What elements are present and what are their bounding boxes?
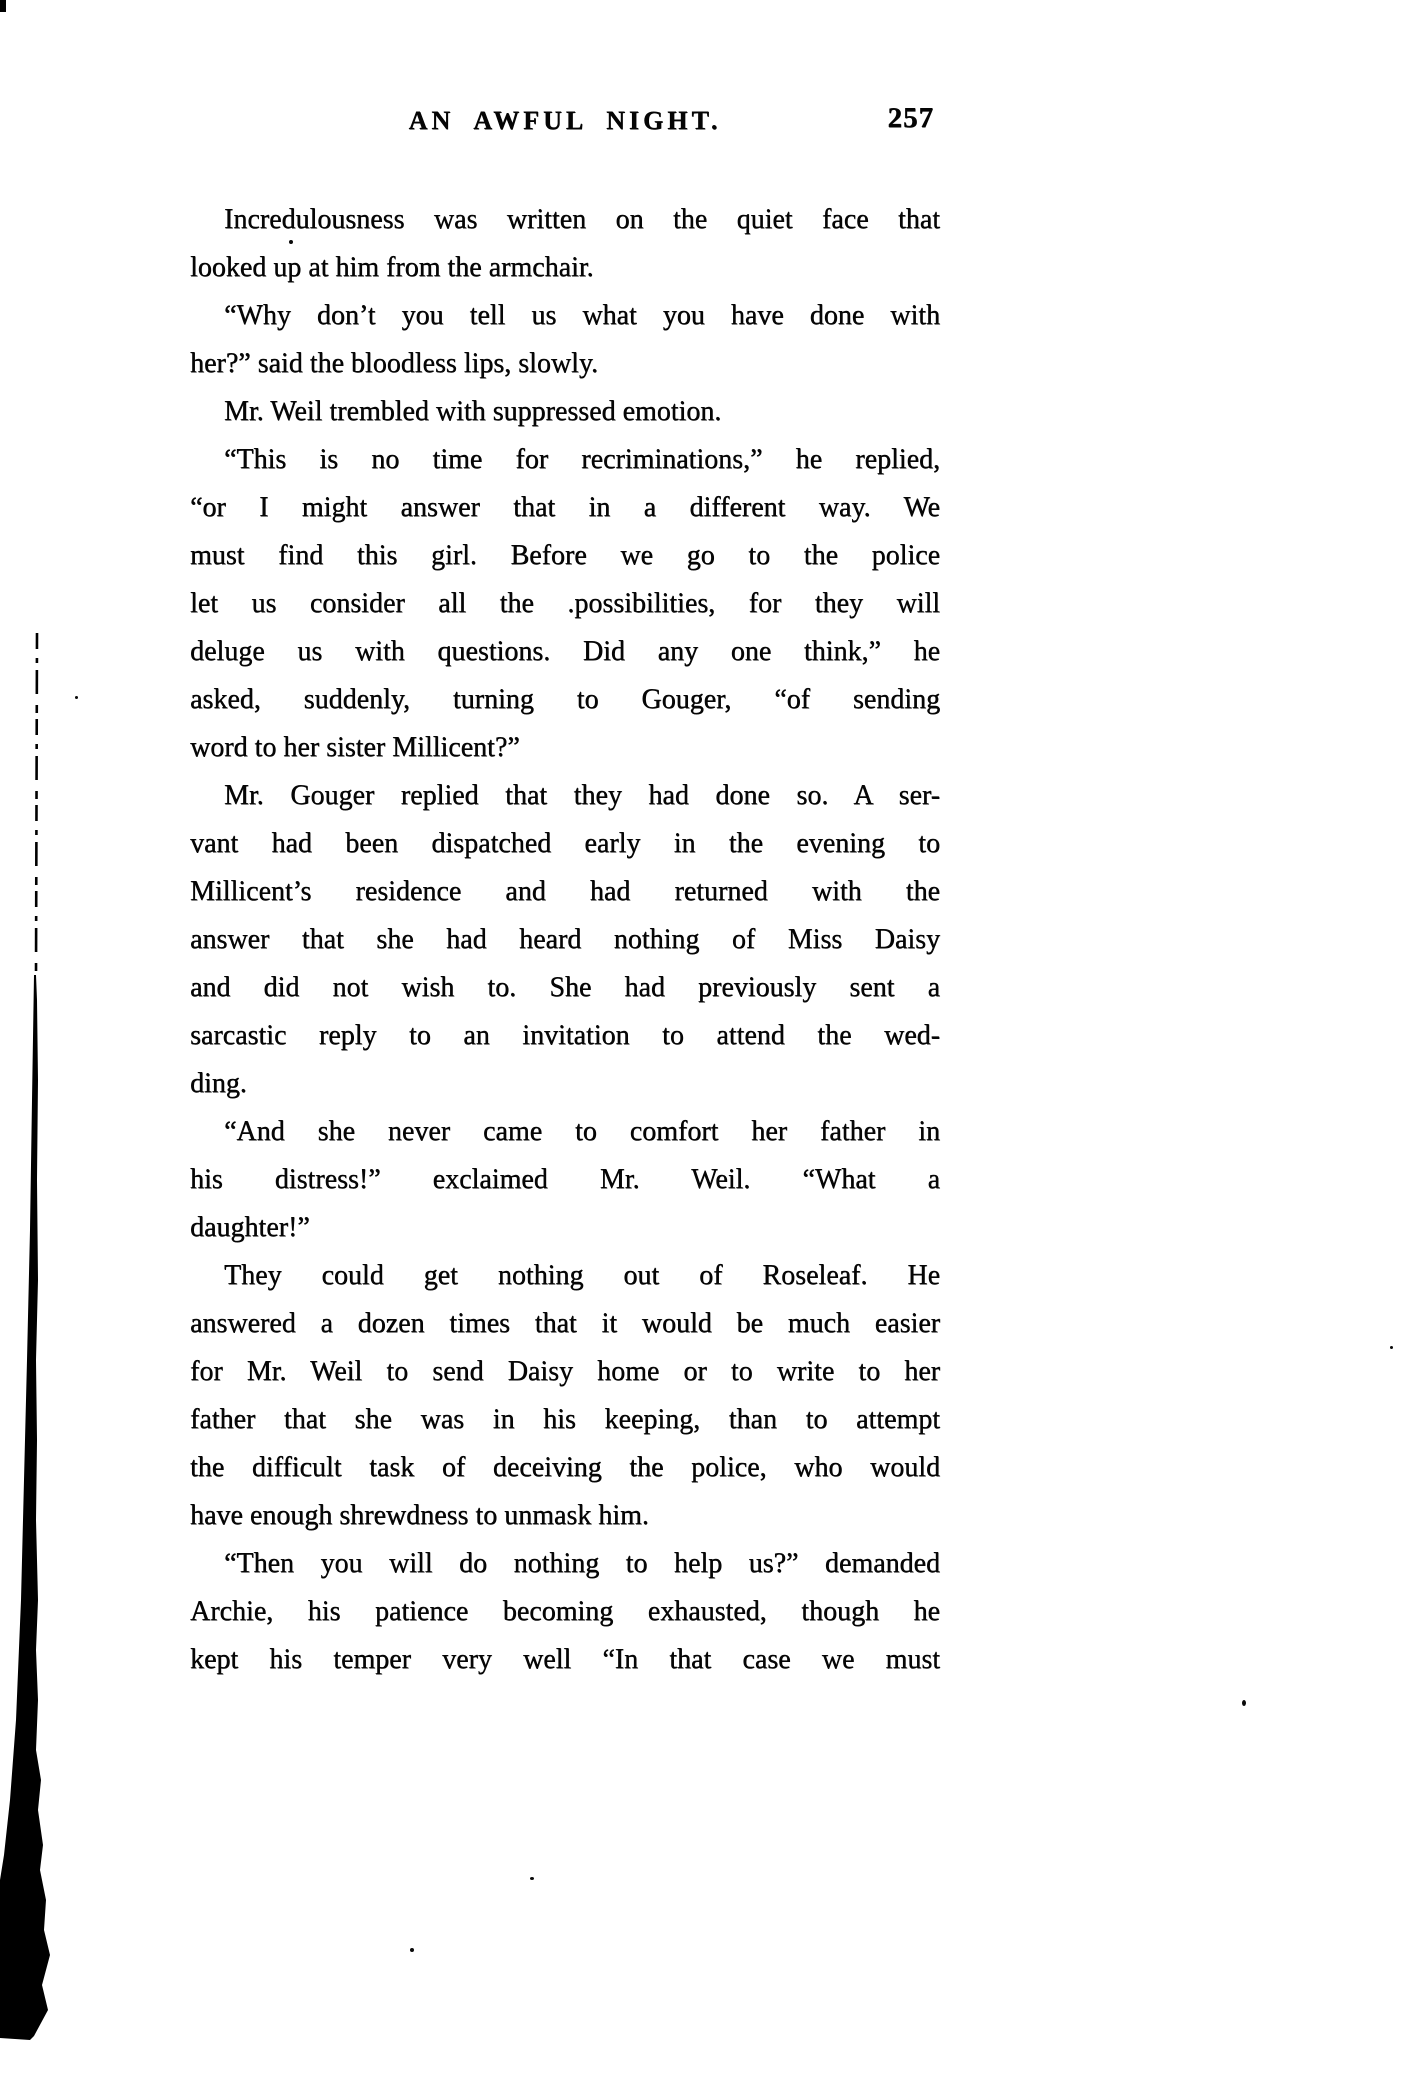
paragraph (190, 292, 940, 388)
text-line: have enough shrewdness to unmask him. (190, 1500, 649, 1531)
scan-speck (1390, 1346, 1393, 1349)
chapter-title: AN AWFUL NIGHT. (408, 106, 722, 135)
page-text-column (190, 196, 940, 1684)
scan-corner-mark (0, 0, 6, 12)
text-line: and did not wish to. She had previously sent a (190, 972, 940, 1003)
paragraph (190, 1540, 940, 1684)
page-number: 257 (887, 102, 934, 134)
text-line: daughter!” (190, 1212, 310, 1243)
text-line: They could get nothing out of Roseleaf. He (224, 1260, 940, 1291)
text-line: “or I might answer that in a different way. We (190, 492, 940, 523)
text-line: must find this girl. Before we go to the police (190, 540, 940, 571)
text-line: “Why don’t you tell us what you have done with (224, 300, 940, 331)
text-line: Mr. Gouger replied that they had done so. A ser- (224, 780, 940, 811)
text-line: kept his temper very well “In that case we must (190, 1644, 940, 1675)
paragraph (190, 772, 940, 1108)
scan-dashed-line (36, 633, 37, 975)
paragraph (190, 436, 940, 772)
text-line: the difficult task of deceiving the police, who would (190, 1452, 940, 1483)
paragraph (190, 1252, 940, 1540)
text-line: Mr. Weil trembled with suppressed emotion. (224, 396, 722, 427)
text-line: Millicent’s residence and had returned with the (190, 876, 940, 907)
text-line: word to her sister Millicent?” (190, 732, 520, 763)
text-line: “And she never came to comfort her father in (224, 1116, 940, 1147)
text-line: deluge us with questions. Did any one think,” he (190, 636, 940, 667)
text-line: answered a dozen times that it would be much easier (190, 1308, 940, 1339)
running-head (190, 102, 940, 146)
scan-wedge-blob (0, 975, 50, 2040)
paragraph (190, 388, 940, 436)
text-line: sarcastic reply to an invitation to attend the wed- (190, 1020, 940, 1051)
text-line: asked, suddenly, turning to Gouger, “of sending (190, 684, 940, 715)
text-line: Incredulousness was written on the quiet face that (224, 204, 940, 235)
text-line: “This is no time for recriminations,” he replied, (224, 444, 940, 475)
text-line: her?” said the bloodless lips, slowly. (190, 348, 599, 379)
text-line: Archie, his patience becoming exhausted, though he (190, 1596, 940, 1627)
text-line: let us consider all the .possibilities, for they will (190, 588, 940, 619)
scan-streak-artifact (0, 0, 80, 2074)
text-line: his distress!” exclaimed Mr. Weil. “What a (190, 1164, 940, 1195)
paragraph (190, 196, 940, 292)
text-line: for Mr. Weil to send Daisy home or to write to her (190, 1356, 940, 1387)
text-line: looked up at him from the armchair. (190, 252, 594, 283)
text-line: ding. (190, 1068, 247, 1099)
text-line: father that she was in his keeping, than to attempt (190, 1404, 940, 1435)
scan-speck (410, 1948, 414, 1952)
scan-speck (530, 1877, 534, 1880)
text-line: answer that she had heard nothing of Miss Daisy (190, 924, 940, 955)
text-line: vant had been dispatched early in the evening to (190, 828, 940, 859)
paragraph (190, 1108, 940, 1252)
scan-speck (1242, 1700, 1246, 1706)
text-line: “Then you will do nothing to help us?” demanded (224, 1548, 940, 1579)
scan-speck (75, 696, 78, 699)
